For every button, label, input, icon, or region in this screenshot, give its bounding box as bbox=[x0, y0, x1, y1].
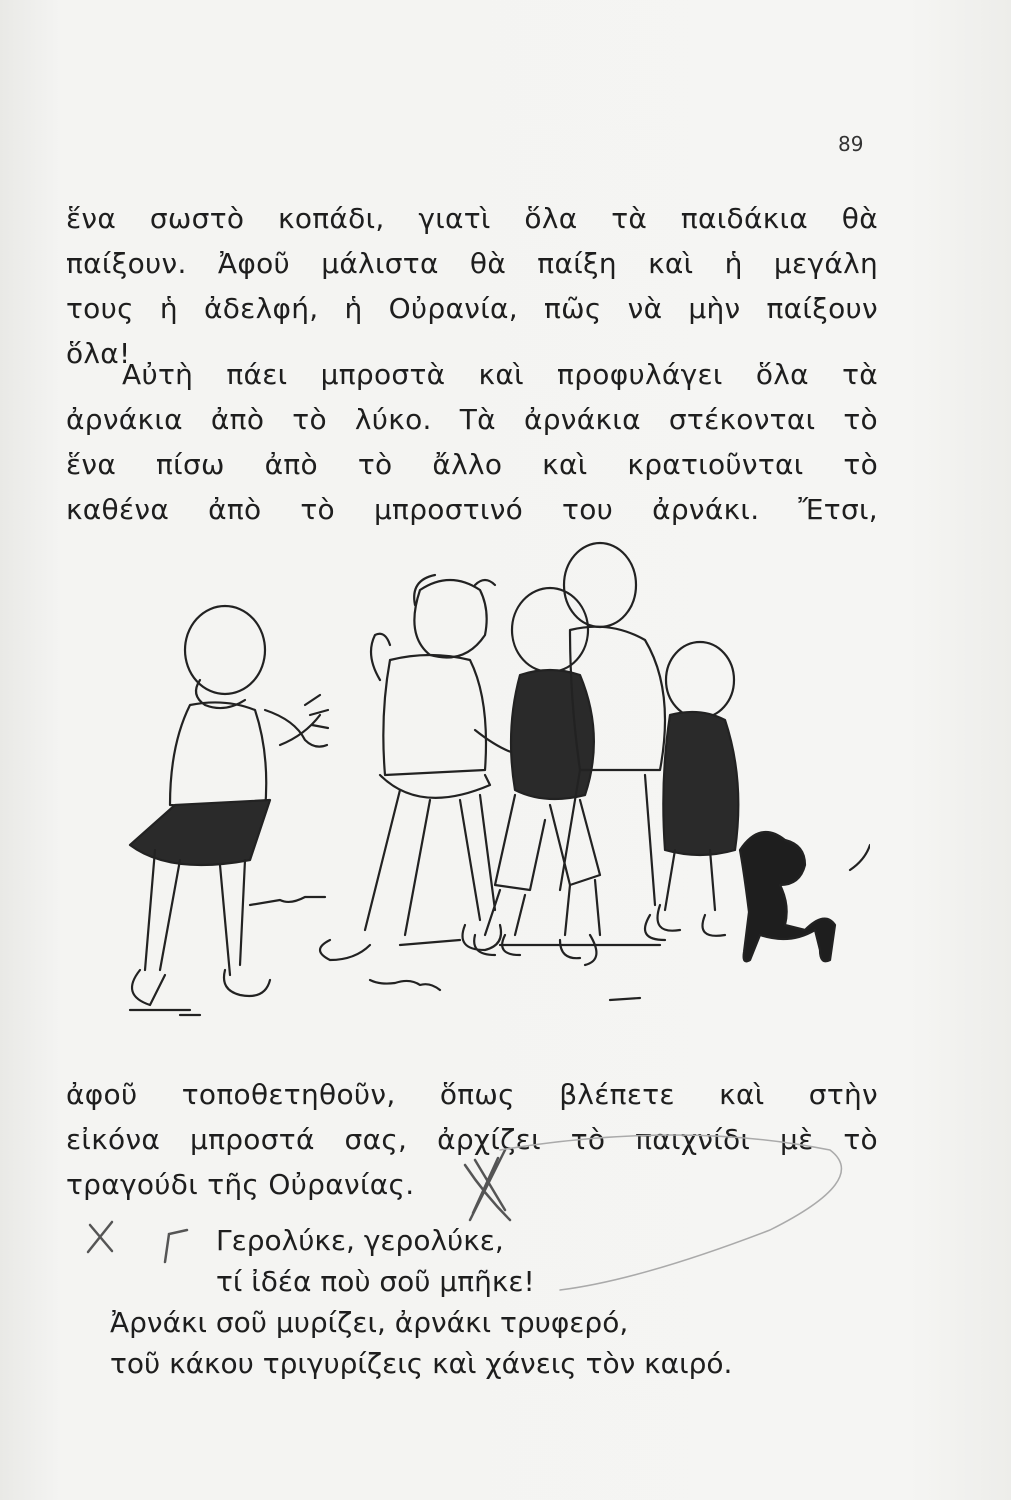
text-line: ἀφοῦ τοποθετηθοῦν, ὅπως βλέπετε καὶ στὴν bbox=[66, 1078, 878, 1111]
curly-haired-girl bbox=[320, 575, 520, 960]
text-line: ἕνα πίσω ἀπὸ τὸ ἄλλο καὶ κρατιοῦνται τὸ bbox=[66, 448, 878, 481]
song-line: Γερολύκε, γερολύκε, bbox=[216, 1224, 504, 1257]
text-line: τραγούδι τῆς Οὐρανίας. bbox=[66, 1168, 415, 1201]
paragraph-1 bbox=[66, 196, 878, 376]
text-line: παίξουν. Ἀφοῦ μάλιστα θὰ παίξη καὶ ἡ μεγάλη bbox=[66, 247, 878, 280]
paragraph-2 bbox=[66, 352, 878, 532]
paragraph-3 bbox=[66, 1072, 878, 1207]
text-line: ὅλα! bbox=[66, 337, 131, 370]
dog-figure bbox=[740, 832, 870, 961]
page-number: 89 bbox=[838, 132, 864, 156]
song-line: τοῦ κάκου τριγυρίζεις καὶ χάνεις τὸν καιρό. bbox=[110, 1347, 733, 1380]
text-line: εἰκόνα μπροστά σας, ἀρχίζει τὸ παιχνίδι μὲ τὸ bbox=[66, 1123, 878, 1156]
text-line: Αὐτὴ πάει μπροστὰ καὶ προφυλάγει ὅλα τὰ bbox=[122, 358, 878, 391]
children-playing-illustration bbox=[80, 530, 870, 1040]
text-line: ἀρνάκια ἀπὸ τὸ λύκο. Τὰ ἀρνάκια στέκονται τὸ bbox=[66, 403, 878, 436]
girl-figure bbox=[130, 606, 328, 1005]
boy-dark-shirt bbox=[474, 588, 600, 965]
text-line: ἕνα σωστὸ κοπάδι, γιατὶ ὅλα τὰ παιδάκια θὰ bbox=[66, 202, 878, 235]
song-line: Ἀρνάκι σοῦ μυρίζει, ἀρνάκι τρυφερό, bbox=[110, 1306, 629, 1339]
song-verse bbox=[110, 1220, 732, 1384]
small-boy bbox=[645, 642, 738, 940]
text-line: καθένα ἀπὸ τὸ μπροστινό του ἀρνάκι. Ἔτσι, bbox=[66, 493, 878, 526]
song-line: τί ἰδέα ποὺ σοῦ μπῆκε! bbox=[216, 1265, 535, 1298]
text-line: τους ἡ ἀδελφή, ἡ Οὐρανία, πῶς νὰ μὴν παίξουν bbox=[66, 292, 878, 325]
